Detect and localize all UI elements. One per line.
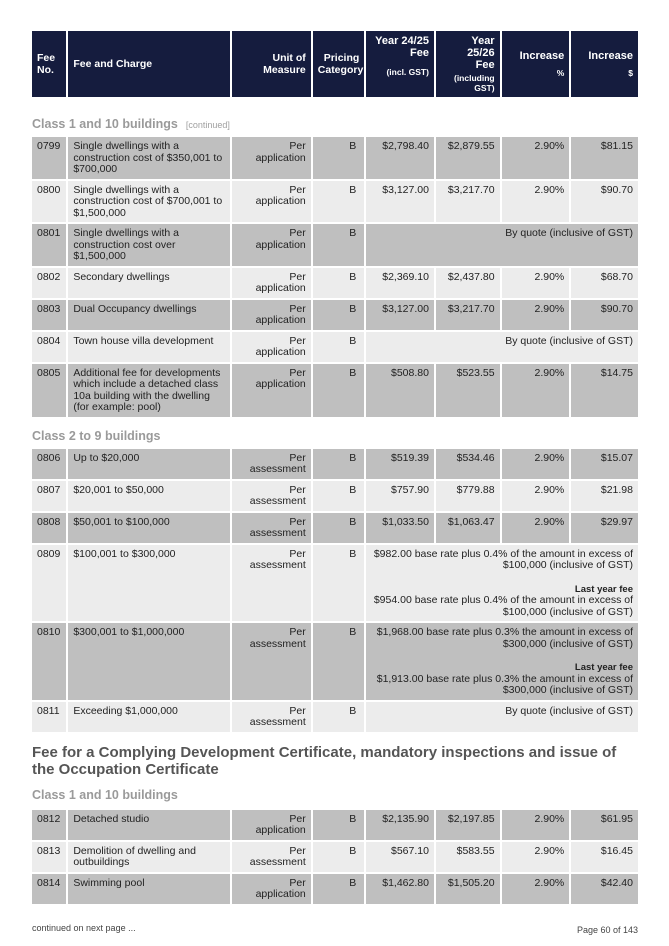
table-row: [32, 137, 638, 181]
fee-year-2526: $1,505.20: [436, 874, 500, 906]
fee-year-2425: $3,127.00: [366, 181, 434, 225]
increase-dollar: $14.75: [571, 364, 638, 419]
fee-number: 0807: [32, 481, 66, 513]
increase-percent: 2.90%: [502, 181, 570, 225]
increase-dollar: $68.70: [571, 268, 638, 300]
fee-description: Exceeding $1,000,000: [68, 702, 230, 734]
fee-year-2425: $3,127.00: [366, 300, 434, 332]
section-title-cdc: Fee for a Complying Development Certificate, mandatory inspections and issue of the Occupation Certificate: [32, 743, 617, 778]
rate-note-last-year: $954.00 base rate plus 0.4% of the amount in excess of $100,000 (inclusive of GST): [373, 594, 633, 618]
quote-note: By quote (inclusive of GST): [366, 332, 638, 364]
fee-year-2526: $583.55: [436, 842, 500, 874]
fee-description: Up to $20,000: [68, 449, 230, 481]
section-title-cdc-class-1-10: Class 1 and 10 buildings: [32, 787, 178, 802]
fee-description: Detached studio: [68, 810, 230, 842]
header-pricing-category: Pricing Category: [313, 31, 365, 97]
fee-number: 0810: [32, 623, 66, 702]
pricing-category: B: [313, 513, 365, 545]
fee-year-2526: $2,197.85: [436, 810, 500, 842]
header-fee-no: Fee No.: [32, 31, 66, 97]
section-title-class-2-9: Class 2 to 9 buildings: [32, 428, 161, 443]
fee-table-header: [30, 31, 640, 97]
continued-note: continued on next page ...: [32, 923, 136, 933]
pricing-category: B: [313, 702, 365, 734]
pricing-category: B: [313, 842, 365, 874]
fee-description: Dual Occupancy dwellings: [68, 300, 230, 332]
fee-number: 0812: [32, 810, 66, 842]
fee-number: 0808: [32, 513, 66, 545]
increase-dollar: $21.98: [571, 481, 638, 513]
rows-cdc-class-1-10: [30, 810, 640, 906]
header-year-2526: Year 25/26 Fee (including GST): [436, 31, 500, 97]
increase-percent: 2.90%: [502, 300, 570, 332]
fee-description: Demolition of dwelling and outbuildings: [68, 842, 230, 874]
pricing-category: B: [313, 623, 365, 702]
increase-percent: 2.90%: [502, 268, 570, 300]
rate-note-current: $982.00 base rate plus 0.4% of the amount in excess of $100,000 (inclusive of GST): [373, 547, 633, 571]
fee-year-2526: $2,879.55: [436, 137, 500, 181]
increase-percent: 2.90%: [502, 364, 570, 419]
fee-description: Secondary dwellings: [68, 268, 230, 300]
increase-dollar: $81.15: [571, 137, 638, 181]
pricing-category: B: [313, 268, 365, 300]
table-row: [32, 545, 638, 624]
quote-note: By quote (inclusive of GST): [366, 224, 638, 268]
unit-of-measure: Per application: [232, 810, 311, 842]
table-row: [32, 300, 638, 332]
section-title-class-1-10: Class 1 and 10 buildings [continued]: [32, 117, 230, 131]
table-row: [32, 874, 638, 906]
increase-dollar: $15.07: [571, 449, 638, 481]
unit-of-measure: Per application: [232, 874, 311, 906]
unit-of-measure: Per assessment: [232, 842, 311, 874]
table-row: [32, 364, 638, 419]
fee-number: 0803: [32, 300, 66, 332]
page-number: Page 60 of 143: [577, 925, 639, 935]
fee-year-2425: $2,798.40: [366, 137, 434, 181]
rows-class-2-9: [30, 449, 640, 734]
fee-year-2425: $2,135.90: [366, 810, 434, 842]
table-row: [32, 181, 638, 225]
fee-year-2425: $519.39: [366, 449, 434, 481]
fee-year-2425: $757.90: [366, 481, 434, 513]
pricing-category: B: [313, 332, 365, 364]
pricing-category: B: [313, 137, 365, 181]
fee-description: Single dwellings with a construction cost of $350,001 to $700,000: [68, 137, 230, 181]
table-row: [32, 268, 638, 300]
unit-of-measure: Per application: [232, 332, 311, 364]
table-row: [32, 449, 638, 481]
increase-dollar: $16.45: [571, 842, 638, 874]
increase-dollar: $29.97: [571, 513, 638, 545]
fee-year-2526: $523.55: [436, 364, 500, 419]
header-increase-dollar: Increase $: [571, 31, 638, 97]
increase-dollar: $90.70: [571, 300, 638, 332]
pricing-category: B: [313, 874, 365, 906]
fee-number: 0813: [32, 842, 66, 874]
fee-year-2526: $779.88: [436, 481, 500, 513]
unit-of-measure: Per assessment: [232, 481, 311, 513]
unit-of-measure: Per assessment: [232, 449, 311, 481]
rows-class-1-10: [30, 137, 640, 419]
fee-number: 0804: [32, 332, 66, 364]
increase-percent: 2.90%: [502, 842, 570, 874]
fee-year-2526: $2,437.80: [436, 268, 500, 300]
unit-of-measure: Per assessment: [232, 513, 311, 545]
increase-percent: 2.90%: [502, 481, 570, 513]
quote-note: By quote (inclusive of GST): [366, 702, 638, 734]
header-year-2425: Year 24/25 Fee (incl. GST): [366, 31, 434, 97]
fee-year-2526: $534.46: [436, 449, 500, 481]
table-row: [32, 810, 638, 842]
fee-number: 0801: [32, 224, 66, 268]
pricing-category: B: [313, 481, 365, 513]
table-row: [32, 513, 638, 545]
table-row: [32, 332, 638, 364]
pricing-category: B: [313, 300, 365, 332]
header-increase-percent: Increase %: [502, 31, 570, 97]
unit-of-measure: Per application: [232, 224, 311, 268]
last-year-label: Last year fee: [574, 662, 633, 673]
table-row: [32, 481, 638, 513]
unit-of-measure: Per application: [232, 137, 311, 181]
fee-description: Single dwellings with a construction cost over $1,500,000: [68, 224, 230, 268]
increase-percent: 2.90%: [502, 874, 570, 906]
table-row: [32, 623, 638, 702]
fee-year-2526: $1,063.47: [436, 513, 500, 545]
unit-of-measure: Per application: [232, 364, 311, 419]
table-row: [32, 224, 638, 268]
fee-number: 0802: [32, 268, 66, 300]
header-unit-of-measure: Unit of Measure: [232, 31, 311, 97]
unit-of-measure: Per assessment: [232, 623, 311, 702]
fee-description: Additional fee for developments which include a detached class 10a building with the dwelling (for example: pool): [68, 364, 230, 419]
unit-of-measure: Per application: [232, 300, 311, 332]
header-fee-and-charge: Fee and Charge: [68, 31, 230, 97]
rate-note-current: $1,968.00 base rate plus 0.3% the amount in excess of $300,000 (inclusive of GST): [376, 626, 633, 650]
last-year-label: Last year fee: [574, 583, 633, 595]
fee-number: 0805: [32, 364, 66, 419]
fee-year-2425: $1,033.50: [366, 513, 434, 545]
fee-description: Swimming pool: [68, 874, 230, 906]
fee-number: 0811: [32, 702, 66, 734]
fee-number: 0814: [32, 874, 66, 906]
pricing-category: B: [313, 449, 365, 481]
increase-percent: 2.90%: [502, 513, 570, 545]
fee-year-2425: $2,369.10: [366, 268, 434, 300]
rate-note-last-year: $1,913.00 base rate plus 0.3% the amount in excess of $300,000 (inclusive of GST): [376, 672, 633, 696]
fee-year-2425: $508.80: [366, 364, 434, 419]
increase-dollar: $90.70: [571, 181, 638, 225]
increase-percent: 2.90%: [502, 137, 570, 181]
increase-percent: 2.90%: [502, 810, 570, 842]
unit-of-measure: Per assessment: [232, 545, 311, 624]
pricing-category: B: [313, 810, 365, 842]
fee-year-2526: $3,217.70: [436, 181, 500, 225]
fee-year-2425: $1,462.80: [366, 874, 434, 906]
fee-description: Single dwellings with a construction cost of $700,001 to $1,500,000: [68, 181, 230, 225]
fee-description: $20,001 to $50,000: [68, 481, 230, 513]
fee-number: 0800: [32, 181, 66, 225]
pricing-category: B: [313, 224, 365, 268]
unit-of-measure: Per application: [232, 181, 311, 225]
unit-of-measure: Per application: [232, 268, 311, 300]
fee-description: Town house villa development: [68, 332, 230, 364]
pricing-category: B: [313, 545, 365, 624]
fee-description: $50,001 to $100,000: [68, 513, 230, 545]
pricing-category: B: [313, 364, 365, 419]
table-row: [32, 702, 638, 734]
fee-description: $100,001 to $300,000: [68, 545, 230, 624]
rate-note: [366, 623, 638, 702]
pricing-category: B: [313, 181, 365, 225]
unit-of-measure: Per assessment: [232, 702, 311, 734]
fee-year-2526: $3,217.70: [436, 300, 500, 332]
fee-year-2425: $567.10: [366, 842, 434, 874]
fee-number: 0809: [32, 545, 66, 624]
fee-number: 0806: [32, 449, 66, 481]
increase-percent: 2.90%: [502, 449, 570, 481]
fee-description: $300,001 to $1,000,000: [68, 623, 230, 702]
rate-note: [366, 545, 638, 624]
increase-dollar: $61.95: [571, 810, 638, 842]
fee-number: 0799: [32, 137, 66, 181]
increase-dollar: $42.40: [571, 874, 638, 906]
table-row: [32, 842, 638, 874]
